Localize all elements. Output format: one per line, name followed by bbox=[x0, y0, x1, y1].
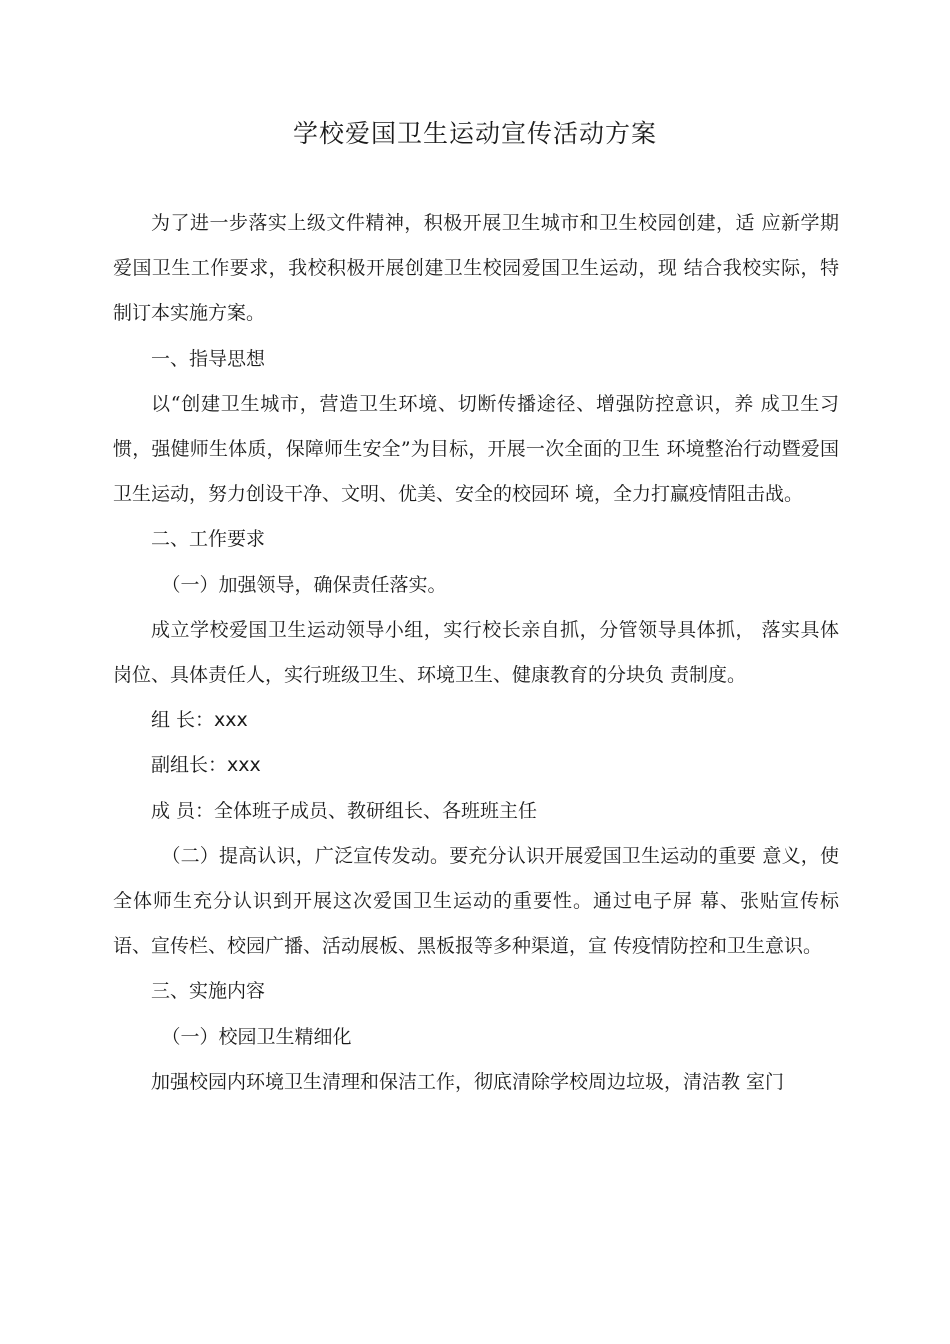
leader-label: 组 长： bbox=[151, 709, 215, 732]
section-2-subheading-1: （一）加强领导，确保责任落实。 bbox=[161, 573, 447, 596]
deputy-leader-value: xxx bbox=[227, 754, 261, 777]
section-2-heading: 二、工作要求 bbox=[151, 528, 266, 551]
section-3-paragraph-1: 加强校园内环境卫生清理和保洁工作，彻底清除学校周边垃圾，清洁教 室门 bbox=[151, 1070, 785, 1093]
section-3-heading: 三、实施内容 bbox=[151, 980, 266, 1003]
intro-paragraph: 为了进一步落实上级文件精神，积极开展卫生城市和卫生校园创建，适 应新学期爱国卫生工作要求，我校积极开展创建卫生校园爱国卫生运动，现 结合我校实际，特制订本实施方案。 bbox=[113, 212, 839, 325]
section-3-subheading-1: （一）校园卫生精细化 bbox=[161, 1025, 352, 1048]
section-1-heading: 一、指导思想 bbox=[151, 347, 266, 370]
document-title: 学校爱国卫生运动宣传活动方案 bbox=[292, 119, 657, 148]
section-1-paragraph: 以“创建卫生城市，营造卫生环境、切断传播途径、增强防控意识，养 成卫生习惯，强健师生体质，保障师生安全”为目标，开展一次全面的卫生 环境整治行动暨爱国卫生运动，努力创设干净、文明、优美、安全的校园环 境，全力打赢疫情阻击战。 bbox=[113, 392, 839, 506]
deputy-leader-label: 副组长： bbox=[151, 754, 228, 777]
leader-line bbox=[113, 698, 839, 743]
leader-value: xxx bbox=[214, 709, 248, 732]
section-2-paragraph-1: 成立学校爱国卫生运动领导小组，实行校长亲自抓，分管领导具体抓， 落实具体岗位、具体责任人，实行班级卫生、环境卫生、健康教育的分块负 责制度。 bbox=[113, 618, 839, 687]
section-2-paragraph-2: （二）提高认识，广泛宣传发动。要充分认识开展爱国卫生运动的重要 意义，使全体师生充分认识到开展这次爱国卫生运动的重要性。通过电子屏 幕、张贴宣传标语、宣传栏、校园广播、活动展板、黑板报等多种渠道，宣 传疫情防控和卫生意识。 bbox=[113, 844, 839, 958]
deputy-leader-line bbox=[113, 743, 839, 788]
members-line: 成 员：全体班子成员、教研组长、各班班主任 bbox=[151, 799, 538, 822]
document-body bbox=[113, 201, 839, 1105]
